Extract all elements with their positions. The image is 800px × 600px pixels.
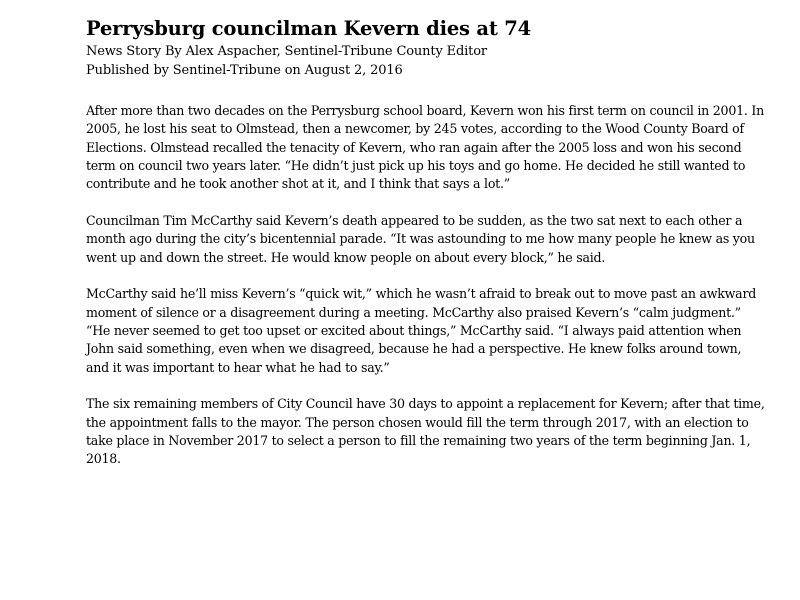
article-published-date: Published by Sentinel-Tribune on August 2, 2016	[86, 63, 403, 78]
article-paragraph-2: Councilman Tim McCarthy said Kevern’s death appeared to be sudden, as the two sat next to each other a month ago during the city’s bicentennial parade. “It was astounding to me how many people he knew as you went up and down the street. He would know people on about every block,” he said.	[86, 212, 755, 265]
article-paragraph-4: The six remaining members of City Council have 30 days to appoint a replacement for Kevern; after that time, the appointment falls to the mayor. The person chosen would fill the term through 2017, with an election to take place in November 2017 to select a person to fill the remaining two years of the term beginning Jan. 1, 2018.	[86, 396, 765, 467]
article-paragraph-3: McCarthy said he’ll miss Kevern’s “quick wit,” which he wasn’t afraid to break out to move past an awkward moment of silence or a disagreement during a meeting. McCarthy also praised Kevern’s “calm judgment.” “He never seemed to get too upset or excited about things,” McCarthy said. “I always paid attention when John said something, even when we disagreed, because he had a perspective. He knew folks around town, and it was important to hear what he had to say.”	[86, 286, 757, 375]
article-headline: Perrysburg councilman Kevern dies at 74	[86, 17, 531, 40]
article-paragraph-1: After more than two decades on the Perrysburg school board, Kevern won his first term on council in 2001. In 2005, he lost his seat to Olmstead, then a newcomer, by 245 votes, according to the Wood County Board of Elections. Olmstead recalled the tenacity of Kevern, who ran again after the 2005 loss and won his second term on council two years later. “He didn’t just pick up his toys and go home. He decided he still wanted to contribute and he took another shot at it, and I think that says a lot.”	[86, 103, 764, 192]
article-byline: News Story By Alex Aspacher, Sentinel-Tribune County Editor	[86, 44, 487, 59]
article	[86, 16, 766, 487]
article-body	[86, 102, 766, 469]
